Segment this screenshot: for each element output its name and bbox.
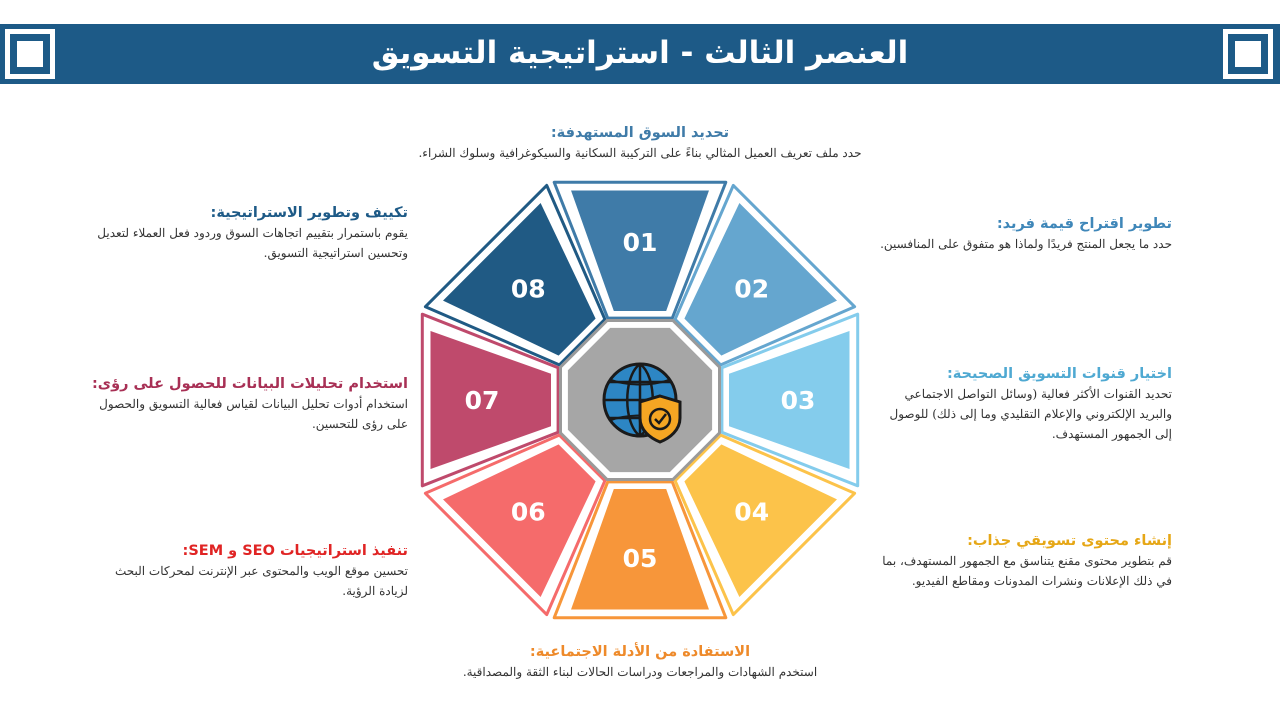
segment-06-description: تحسين موقع الويب والمحتوى عبر الإنترنت لمحركات البحث لزيادة الرؤية. (114, 564, 408, 598)
segment-08-number: 08 (510, 274, 546, 304)
segment-01-text (300, 124, 980, 163)
segment-01-heading: تحديد السوق المستهدفة: (550, 125, 730, 141)
segment-07-heading: استخدام تحليلات البيانات للحصول على رؤى: (92, 376, 408, 392)
segment-01-number: 01 (622, 228, 658, 257)
segment-07-description: استخدام أدوات تحليل البيانات لقياس فعالية التسويق والحصول على رؤى للتحسين. (99, 397, 408, 431)
segment-07-text (92, 375, 408, 434)
segment-02-description: حدد ما يجعل المنتج فريدًا ولماذا هو متفوق على المنافسين. (880, 237, 1172, 251)
segment-02-number: 02 (734, 274, 770, 304)
segment-04-number: 04 (734, 497, 770, 527)
segment-04-text (872, 532, 1172, 591)
segment-03-heading: اختيار قنوات التسويق الصحيحة: (946, 366, 1172, 382)
segment-08-text (92, 204, 408, 263)
segment-03-description: تحديد القنوات الأكثر فعالية (وسائل التواصل الاجتماعي والبريد الإلكتروني والإعلام التقليدي وما إلى ذلك) للوصول إلى الجمهور المستهدف. (889, 387, 1172, 441)
page-title: العنصر الثالث - استراتيجية التسويق (371, 35, 909, 71)
segment-02-heading: تطوير اقتراح قيمة فريد: (996, 216, 1172, 232)
segment-03-text (872, 365, 1172, 444)
segment-04-description: قم بتطوير محتوى مقنع يتناسق مع الجمهور المستهدف، بما في ذلك الإعلانات ونشرات المدونات ومقاطع الفيديو. (882, 554, 1172, 588)
segment-07-number: 07 (464, 386, 500, 415)
segment-05-text (300, 643, 980, 682)
segment-05-heading: الاستفادة من الأدلة الاجتماعية: (529, 644, 751, 660)
segment-06-heading: تنفيذ استراتيجيات SEO و SEM: (182, 543, 408, 559)
segment-04-heading: إنشاء محتوى تسويقي جذاب: (967, 533, 1172, 549)
segment-01-description: حدد ملف تعريف العميل المثالي بناءً على التركيبة السكانية والسيكوغرافية وسلوك الشراء. (418, 146, 862, 160)
segment-03-number: 03 (780, 386, 816, 415)
segment-05-description: استخدم الشهادات والمراجعات ودراسات الحالات لبناء الثقة والمصداقية. (462, 665, 818, 679)
segment-08-heading: تكييف وتطوير الاستراتيجية: (210, 205, 408, 221)
segment-06-text (92, 542, 408, 601)
segment-06-number: 06 (510, 497, 546, 527)
segment-02-text (872, 215, 1172, 254)
segment-08-description: يقوم باستمرار بتقييم اتجاهات السوق وردود فعل العملاء لتعديل وتحسين استراتيجية التسويق. (97, 226, 408, 260)
segment-05-number: 05 (622, 544, 658, 573)
